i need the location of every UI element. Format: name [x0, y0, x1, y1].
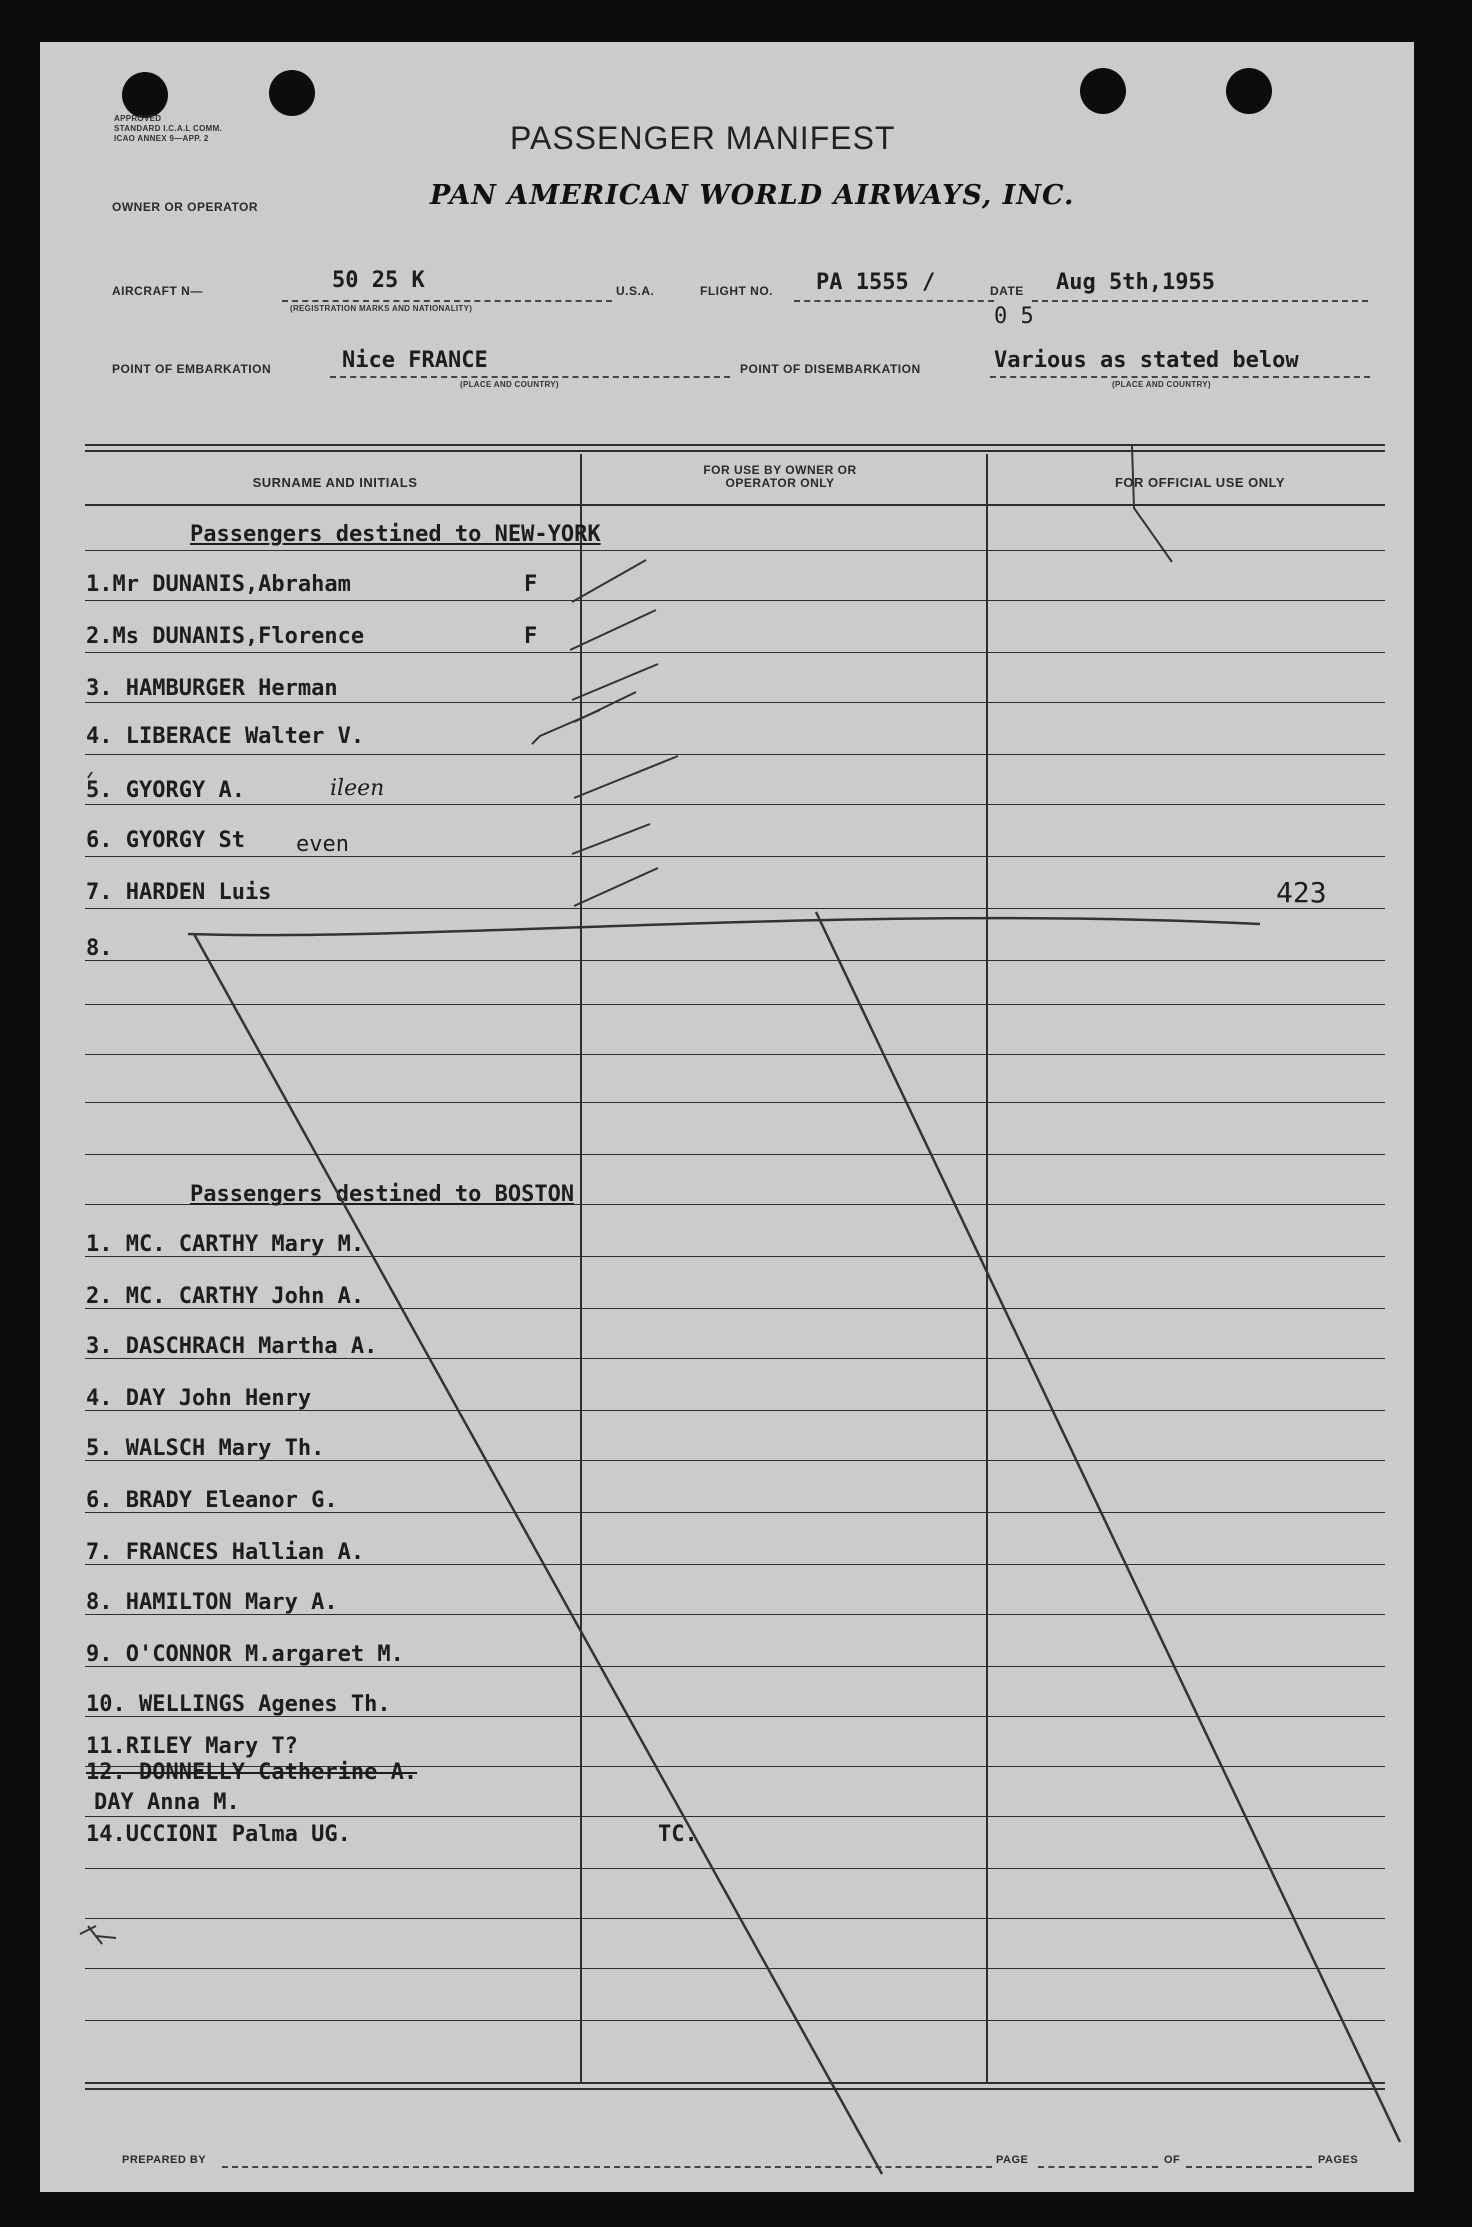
margin-mark: [80, 1926, 116, 1944]
page-title: PASSENGER MANIFEST: [510, 120, 896, 156]
passenger-mark: F: [524, 572, 538, 597]
column-header-official: FOR OFFICIAL USE ONLY: [1114, 475, 1286, 490]
passenger-row: 5. WALSCH Mary Th.: [86, 1436, 325, 1461]
of-label: OF: [1164, 2154, 1181, 2166]
embark-label: POINT OF EMBARKATION: [112, 362, 272, 376]
passenger-row: 3. HAMBURGER Herman: [86, 676, 338, 701]
disembark-value: Various as stated below: [994, 348, 1299, 373]
disembark-sub: (PLACE AND COUNTRY): [1112, 380, 1211, 389]
passenger-row: 7. FRANCES Hallian A.: [86, 1540, 365, 1565]
company-name: PAN AMERICAN WORLD AIRWAYS, INC.: [430, 180, 1075, 211]
manifest-sheet: [40, 42, 1414, 2192]
handwritten-marks: [40, 42, 1414, 2192]
extra-number: 0 5: [994, 304, 1034, 329]
column-header-surname: SURNAME AND INITIALS: [252, 475, 418, 490]
passenger-mark: F: [524, 624, 538, 649]
check-mark: [572, 560, 646, 602]
passenger-row: 2. MC. CARTHY John A.: [86, 1284, 365, 1309]
official-note: 423: [1276, 876, 1327, 909]
handwritten-name: ileen: [330, 776, 385, 801]
passenger-row: 5. GYORGY A.: [86, 778, 245, 803]
section-heading-new-york: Passengers destined to NEW-YORK: [190, 522, 601, 547]
flight-label: FLIGHT NO.: [700, 284, 773, 298]
passenger-row: 7. HARDEN Luis: [86, 880, 272, 905]
passenger-row: 4. LIBERACE Walter V.: [86, 724, 365, 749]
aircraft-sub: (REGISTRATION MARKS AND NATIONALITY): [290, 304, 473, 313]
embark-sub: (PLACE AND COUNTRY): [460, 380, 559, 389]
page-label: PAGE: [996, 2154, 1029, 2166]
diagonal-strike: [816, 912, 1400, 2142]
closing-stroke: [188, 918, 1260, 935]
passenger-row: 9. O'CONNOR M.argaret M.: [86, 1642, 404, 1667]
passenger-row: 6. GYORGY St: [86, 828, 245, 853]
section-heading-boston: Passengers destined to BOSTON: [190, 1182, 575, 1207]
passenger-row: 1.Mr DUNANIS,Abraham: [86, 572, 351, 597]
check-mark: [532, 710, 600, 744]
date-label: DATE: [990, 284, 1024, 298]
form-id-line2: STANDARD I.C.A.L COMM.: [114, 124, 223, 133]
pages-label: PAGES: [1318, 2154, 1359, 2166]
operator-note: TC.: [658, 1822, 698, 1847]
owner-label: OWNER OR OPERATOR: [112, 200, 259, 214]
check-mark: [572, 664, 658, 700]
pen-mark: [88, 772, 92, 778]
pen-stroke: [1132, 446, 1172, 562]
passenger-row-struck: 12. DONNELLY Catherine A.: [86, 1760, 418, 1785]
aircraft-label: AIRCRAFT N—: [112, 284, 203, 298]
aircraft-value: 50 25 K: [332, 268, 425, 293]
nationality: U.S.A.: [616, 284, 655, 298]
check-mark: [574, 756, 678, 798]
passenger-row: 2.Ms DUNANIS,Florence: [86, 624, 365, 649]
date-value: Aug 5th,1955: [1056, 270, 1215, 295]
passenger-row: 10. WELLINGS Agenes Th.: [86, 1692, 391, 1717]
passenger-row: 1. MC. CARTHY Mary M.: [86, 1232, 365, 1257]
passenger-row: 11.RILEY Mary T?: [86, 1734, 298, 1759]
check-mark: [572, 824, 650, 854]
passenger-row: 14.UCCIONI Palma UG.: [86, 1822, 351, 1847]
flight-value: PA 1555 /: [816, 270, 936, 295]
check-mark: [574, 868, 658, 906]
prepared-by-label: PREPARED BY: [122, 2154, 207, 2166]
diagonal-strike: [194, 934, 882, 2174]
disembark-label: POINT OF DISEMBARKATION: [740, 362, 921, 376]
passenger-row-suffix: even: [296, 832, 349, 857]
embark-value: Nice FRANCE: [342, 348, 488, 373]
form-id-line3: ICAO ANNEX 9—APP. 2: [114, 134, 209, 143]
passenger-row: 3. DASCHRACH Martha A.: [86, 1334, 378, 1359]
passenger-row: 6. BRADY Eleanor G.: [86, 1488, 338, 1513]
passenger-row: 8. HAMILTON Mary A.: [86, 1590, 338, 1615]
form-id-line1: APPROVED: [114, 114, 162, 123]
column-header-operator: FOR USE BY OWNER OR OPERATOR ONLY: [703, 463, 857, 490]
passenger-row: DAY Anna M.: [94, 1790, 240, 1815]
passenger-row: 4. DAY John Henry: [86, 1386, 312, 1411]
passenger-row: 8.: [86, 936, 113, 961]
check-mark: [570, 610, 656, 650]
